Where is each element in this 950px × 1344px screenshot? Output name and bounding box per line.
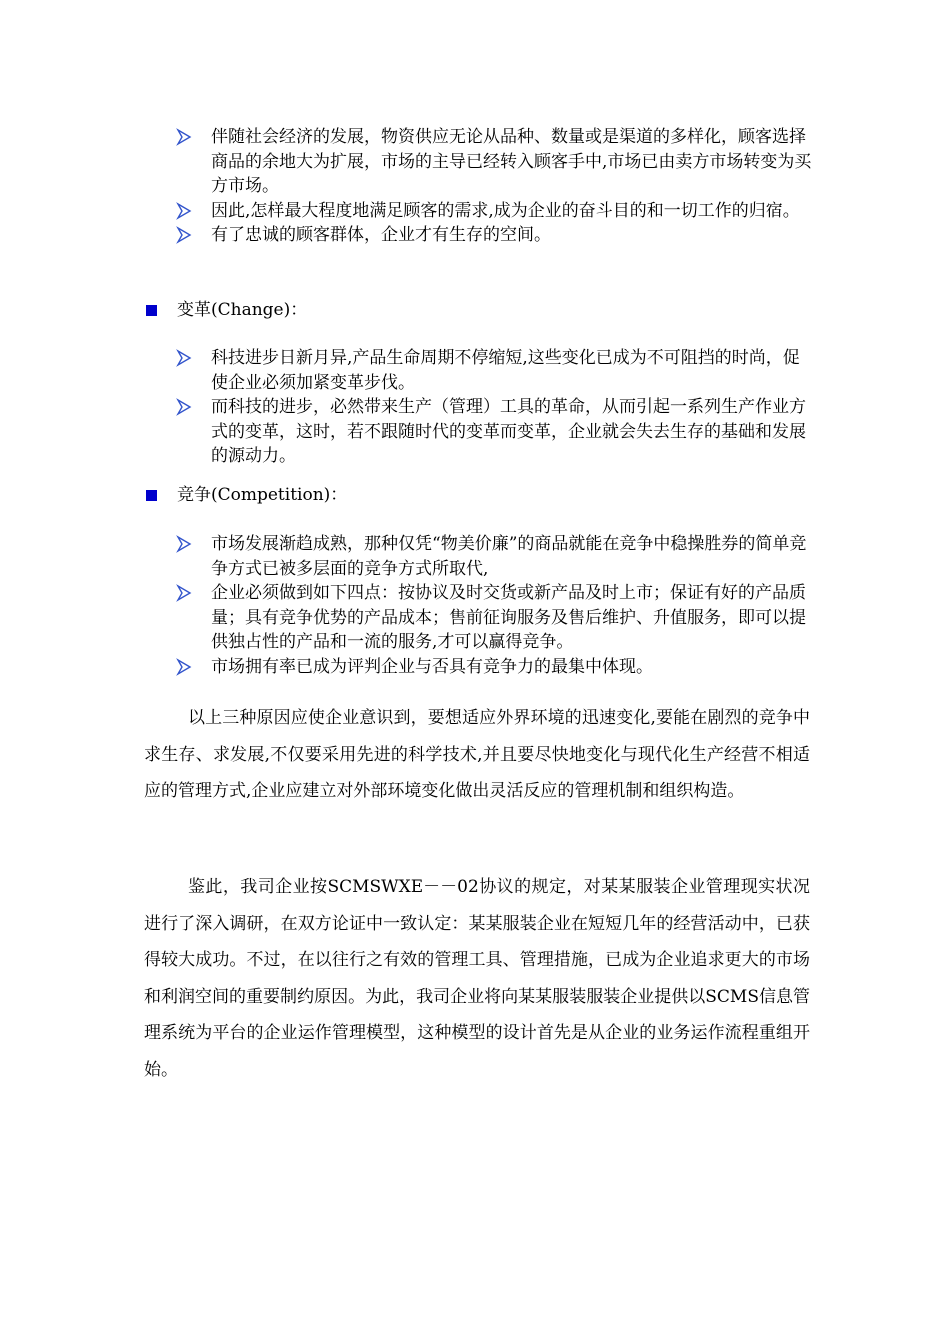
list-item — [176, 395, 816, 469]
body-paragraph: 以上三种原因应使企业意识到，要想适应外界环境的迅速变化,要能在剧烈的竞争中求生存、求发展,不仅要采用先进的科学技术,并且要尽快地变化与现代化生产经营不相适应的管理方式,企业应建立对外部环境变化做出灵活反应的管理机制和组织构造。 — [144, 708, 810, 801]
square-bullet-icon — [146, 490, 157, 501]
list-item — [176, 223, 816, 248]
intro-bullet-list — [176, 125, 816, 248]
arrow-bullet-icon — [176, 349, 192, 367]
list-item-text: 伴随社会经济的发展，物资供应无论从品种、数量或是渠道的多样化，顾客选择商品的余地大为扩展，市场的主导已经转入顾客手中,市场已由卖方市场转变为买方市场。 — [211, 127, 812, 196]
section-heading-change — [146, 298, 307, 322]
list-item-text: 市场发展渐趋成熟，那种仅凭“物美价廉”的商品就能在竞争中稳操胜券的简单竞争方式已被多层面的竞争方式所取代, — [211, 534, 807, 579]
arrow-bullet-icon — [176, 535, 192, 553]
square-bullet-icon — [146, 305, 157, 316]
arrow-bullet-icon — [176, 584, 192, 602]
arrow-bullet-icon — [176, 226, 192, 244]
list-item-text: 有了忠诚的顾客群体，企业才有生存的空间。 — [211, 225, 551, 245]
change-bullet-list — [176, 346, 816, 469]
list-item — [176, 346, 816, 395]
list-item-text: 而科技的进步，必然带来生产（管理）工具的革命，从而引起一系列生产作业方式的变革，这时，若不跟随时代的变革而变革，企业就会失去生存的基础和发展的源动力。 — [211, 397, 806, 466]
list-item — [176, 655, 816, 680]
list-item-text: 市场拥有率已成为评判企业与否具有竞争力的最集中体现。 — [211, 656, 653, 677]
list-item — [176, 532, 816, 581]
section-title: 竞争(Competition)： — [177, 485, 348, 505]
arrow-bullet-icon — [176, 202, 192, 220]
body-paragraph: 鉴此，我司企业按SCMSWXE－－02协议的规定，对某某服装企业管理现实状况进行了深入调研，在双方论证中一致认定：某某服装企业在短短几年的经营活动中，已获得较大成功。不过，在以往行之有效的管理工具、管理措施，已成为企业追求更大的市场和利润空间的重要制约原因。为此，我司企业将向某某服装服装企业提供以SCMS信息管理系统为平台的企业运作管理模型，这种模型的设计首先是从企业的业务运作流程重组开始。 — [144, 877, 810, 1080]
competition-bullet-list — [176, 532, 816, 679]
list-item-text: 科技进步日新月异,产品生命周期不停缩短,这些变化已成为不可阻挡的时尚，促使企业必须加紧变革步伐。 — [211, 348, 800, 393]
arrow-bullet-icon — [176, 398, 192, 416]
section-heading-competition — [146, 483, 347, 507]
arrow-bullet-icon — [176, 128, 192, 146]
list-item-text: 企业必须做到如下四点：按协议及时交货或新产品及时上市；保证有好的产品质量；具有竞争优势的产品成本；售前征询服务及售后维护、升值服务，即可以提供独占性的产品和一流的服务,才可以赢得竞争。 — [211, 583, 806, 652]
section-title: 变革(Change)： — [177, 300, 308, 320]
list-item — [176, 581, 816, 655]
arrow-bullet-icon — [176, 658, 192, 676]
list-item — [176, 125, 816, 199]
list-item — [176, 199, 816, 224]
list-item-text: 因此,怎样最大程度地满足顾客的需求,成为企业的奋斗目的和一切工作的归宿。 — [211, 200, 800, 221]
